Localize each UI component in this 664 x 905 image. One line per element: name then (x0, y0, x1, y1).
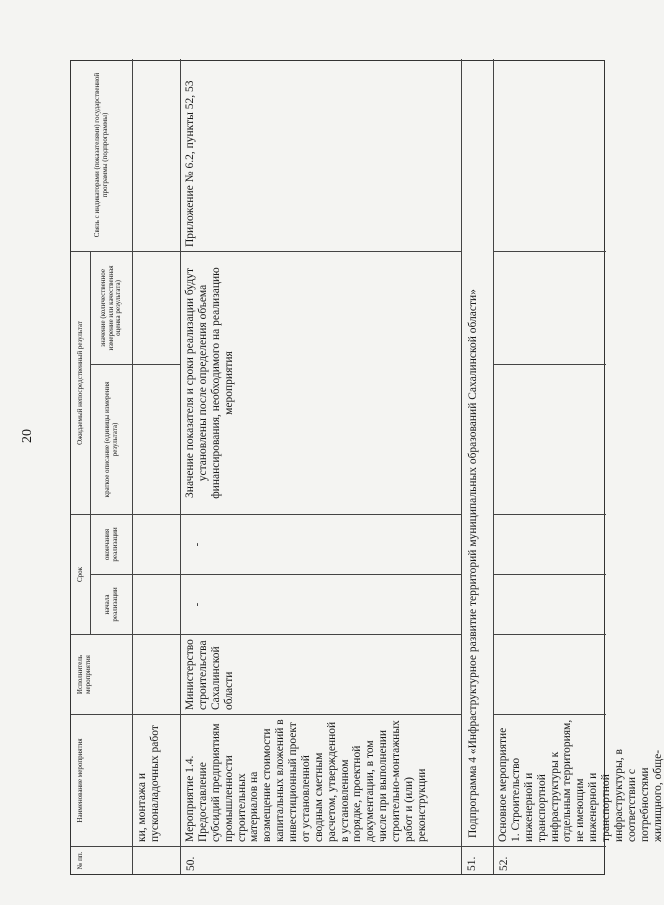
header-term-end: окончания реализации (91, 514, 133, 574)
header-executor: Исполнитель мероприятия (71, 634, 133, 714)
cont-result-short-cell (133, 364, 181, 514)
row-51-num: 51. (462, 846, 494, 874)
header-num: № пп. (71, 846, 133, 874)
row-50-link: Приложение № 6.2, пункты 52, 53 (181, 59, 462, 251)
row-52-result-short (494, 364, 606, 514)
row-52-num: 52. (494, 846, 606, 874)
row-52-executor (494, 634, 606, 714)
header-term: Срок (71, 514, 91, 634)
row-50-end: - (181, 514, 462, 574)
cont-end-cell (133, 514, 181, 574)
page-number: 20 (20, 429, 35, 443)
header-result-short: краткое описание (единицы измерения результата) (91, 364, 133, 514)
cont-executor-cell (133, 634, 181, 714)
header-result-value: значение (количественное измерение или качественная оценка результата) (91, 251, 133, 364)
row-52-link (494, 59, 606, 251)
row-50-start: - (181, 574, 462, 634)
cont-result-value-cell (133, 251, 181, 364)
measures-table (70, 60, 664, 875)
row-52-end (494, 514, 606, 574)
row-52-start (494, 574, 606, 634)
cont-start-cell (133, 574, 181, 634)
cont-name-cell: ки, монтажа и пусконаладочных работ (133, 714, 181, 846)
header-name: Наименование мероприятия (71, 714, 133, 846)
cont-link-cell (133, 59, 181, 251)
row-50-num: 50. (181, 846, 462, 874)
header-term-start: начала реализации (91, 574, 133, 634)
row-50-executor: Министерство строительства Сахалинской области (181, 634, 462, 714)
row-50-name: Мероприятие 1.4. Предоставление субсидий предприятиям промышленности строительных материалов на возмещение стоимости капитальных вложений в инвестиционный проект от установленной сводным сметным расчетом, утвержденной в установленном порядке, проектной документации, в том числе при выполнении строительно-монтажных работ и (или) реконструкции (181, 714, 462, 846)
header-link: Связь с индикаторами (показателями) государственной программы (подпрограммы) (71, 59, 133, 251)
row-52-name: Основное мероприятие 1. Строительство инженерной и транспортной инфраструктуры к отдельным территориям, не имеющим инженерной и транспортной инфраструктуры, в соответствии с потребностями жилищного, обще- (494, 714, 606, 846)
table-wrapper (70, 60, 664, 875)
cont-num-cell (133, 846, 181, 874)
row-51-title: Подпрограмма 4 «Инфраструктурное развитие территорий муниципальных образований Сахалинской области» (462, 59, 494, 846)
row-52-result-value (494, 251, 606, 364)
row-50-result: Значение показателя и сроки реализации будут установлены после определения объема финансирования, необходимого на реализацию мероприятия (181, 251, 462, 514)
header-result: Ожидаемый непосредственный результат (71, 251, 91, 514)
